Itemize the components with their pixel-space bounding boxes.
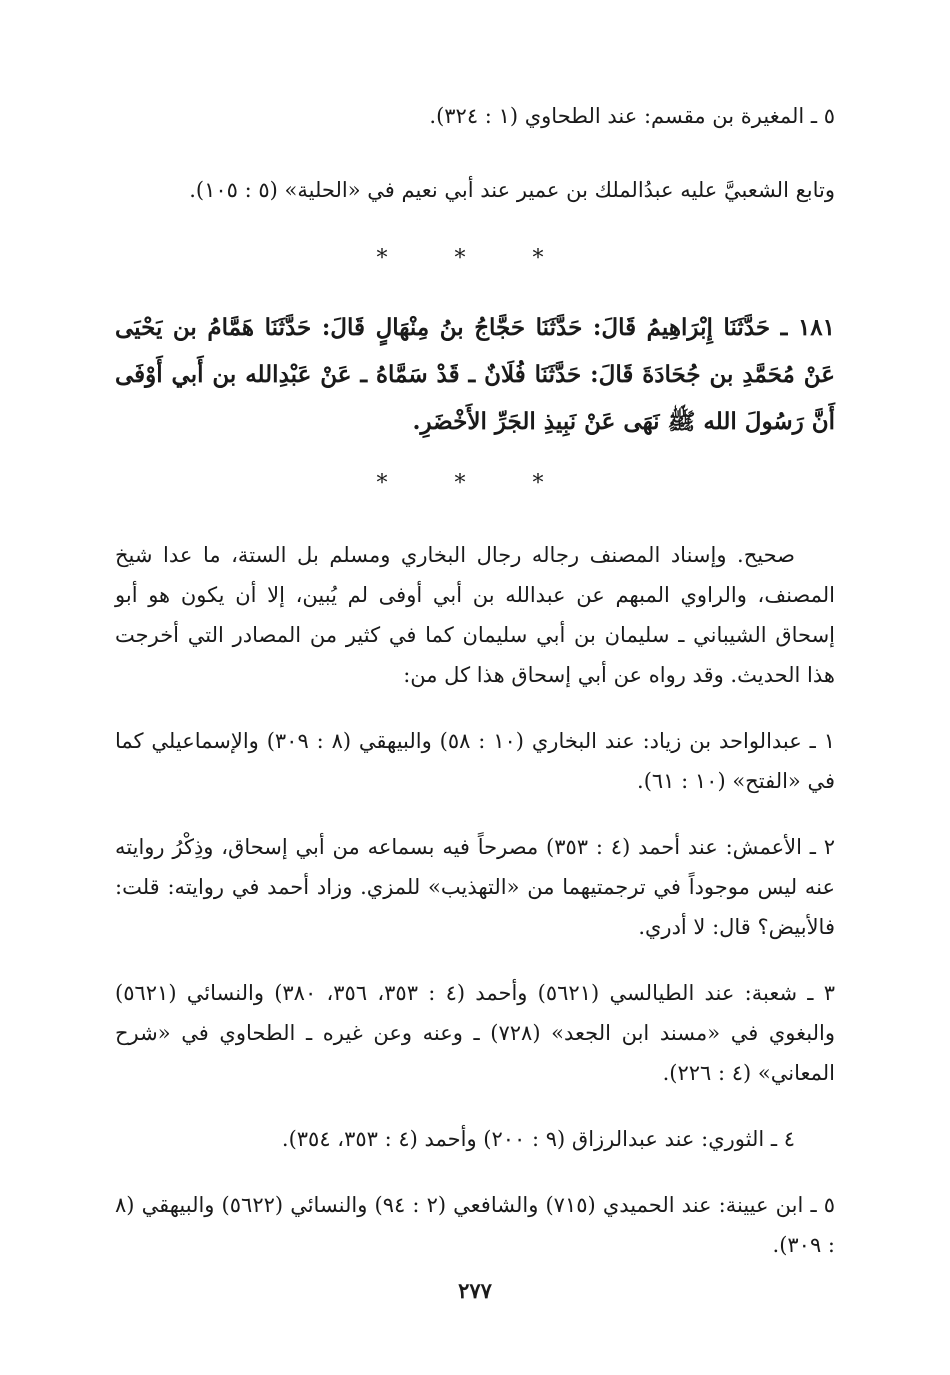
commentary-item-3: ٣ ـ شعبة: عند الطيالسي (٥٦٢١) وأحمد (٤ : ٣٥٣، ٣٥٦، ٣٨٠) والنسائي (٥٦٢١) والبغوي في «مسند ابن الجعد» (٧٢٨) ـ وعنه وعن غيره ـ الطحاوي في «شرح المعاني» (٤ : ٢٢٦). — [115, 981, 836, 1085]
commentary-intro: صحيح. وإسناد المصنف رجاله رجال البخاري ومسلم بل الستة، ما عدا شيخ المصنف، والراوي المبهم عن عبدالله بن أبي أوفى لم يُبين، إلا أن يكون هو أبو إسحاق الشيباني ـ سليمان بن أبي سليمان كما في كثير من المصادر التي أخرجت هذا الحديث. وقد رواه عن أبي إسحاق هذا كل من: — [115, 543, 835, 687]
follow-up-note: وتابع الشعبيَّ عليه عبدُالملك بن عمير عند أبي نعيم في «الحلية» (٥ : ١٠٥). — [189, 178, 835, 202]
section-separator: * * * — [376, 471, 574, 496]
page-content — [115, 96, 835, 1291]
commentary-item-5: ٥ ـ ابن عيينة: عند الحميدي (٧١٥) والشافعي (٢ : ٩٤) والنسائي (٥٦٢٢) والبيهقي (٨ : ٣٠٩). — [115, 1193, 835, 1257]
section-separator: * * * — [376, 246, 574, 271]
page-number: ٢٧٧ — [458, 1278, 492, 1303]
commentary-item-4: ٤ ـ الثوري: عند عبدالرزاق (٩ : ٢٠٠) وأحمد (٤ : ٣٥٣، ٣٥٤). — [281, 1127, 795, 1151]
commentary-item-1: ١ ـ عبدالواحد بن زياد: عند البخاري (١٠ : ٥٨) والبيهقي (٨ : ٣٠٩) والإسماعيلي كما في «الفتح» (١٠ : ٦١). — [115, 729, 835, 793]
hadith-181-text: ١٨١ ـ حَدَّثَنَا إِبْرَاهِيمُ قَالَ: حَدَّثَنَا حَجَّاجُ بنُ مِنْهَالٍ قَالَ: حَدَّثَنَا هَمَّامُ بن يَحْيَى عَنْ مُحَمَّدِ بن جُحَادَةَ قَالَ: حَدَّثَنَا فُلَانٌ ـ قَدْ سَمَّاهُ ـ عَنْ عَبْدِالله بن أَبي أَوْفَى أَنَّ رَسُولَ الله ﷺ نَهَى عَنْ نَبِيذِ الجَرِّ الأَخْضَرِ. — [115, 314, 835, 435]
commentary-item-2: ٢ ـ الأعمش: عند أحمد (٤ : ٣٥٣) مصرحاً فيه بسماعه من أبي إسحاق، وذِكْرُ روايته عنه ليس موجوداً في ترجمتيهما من «التهذيب» للمزي. وزاد أحمد في روايته: قلت: فالأبيض؟ قال: لا أدري. — [115, 835, 835, 939]
narrator-line-5: ٥ ـ المغيرة بن مقسم: عند الطحاوي (١ : ٣٢٤). — [429, 104, 835, 128]
